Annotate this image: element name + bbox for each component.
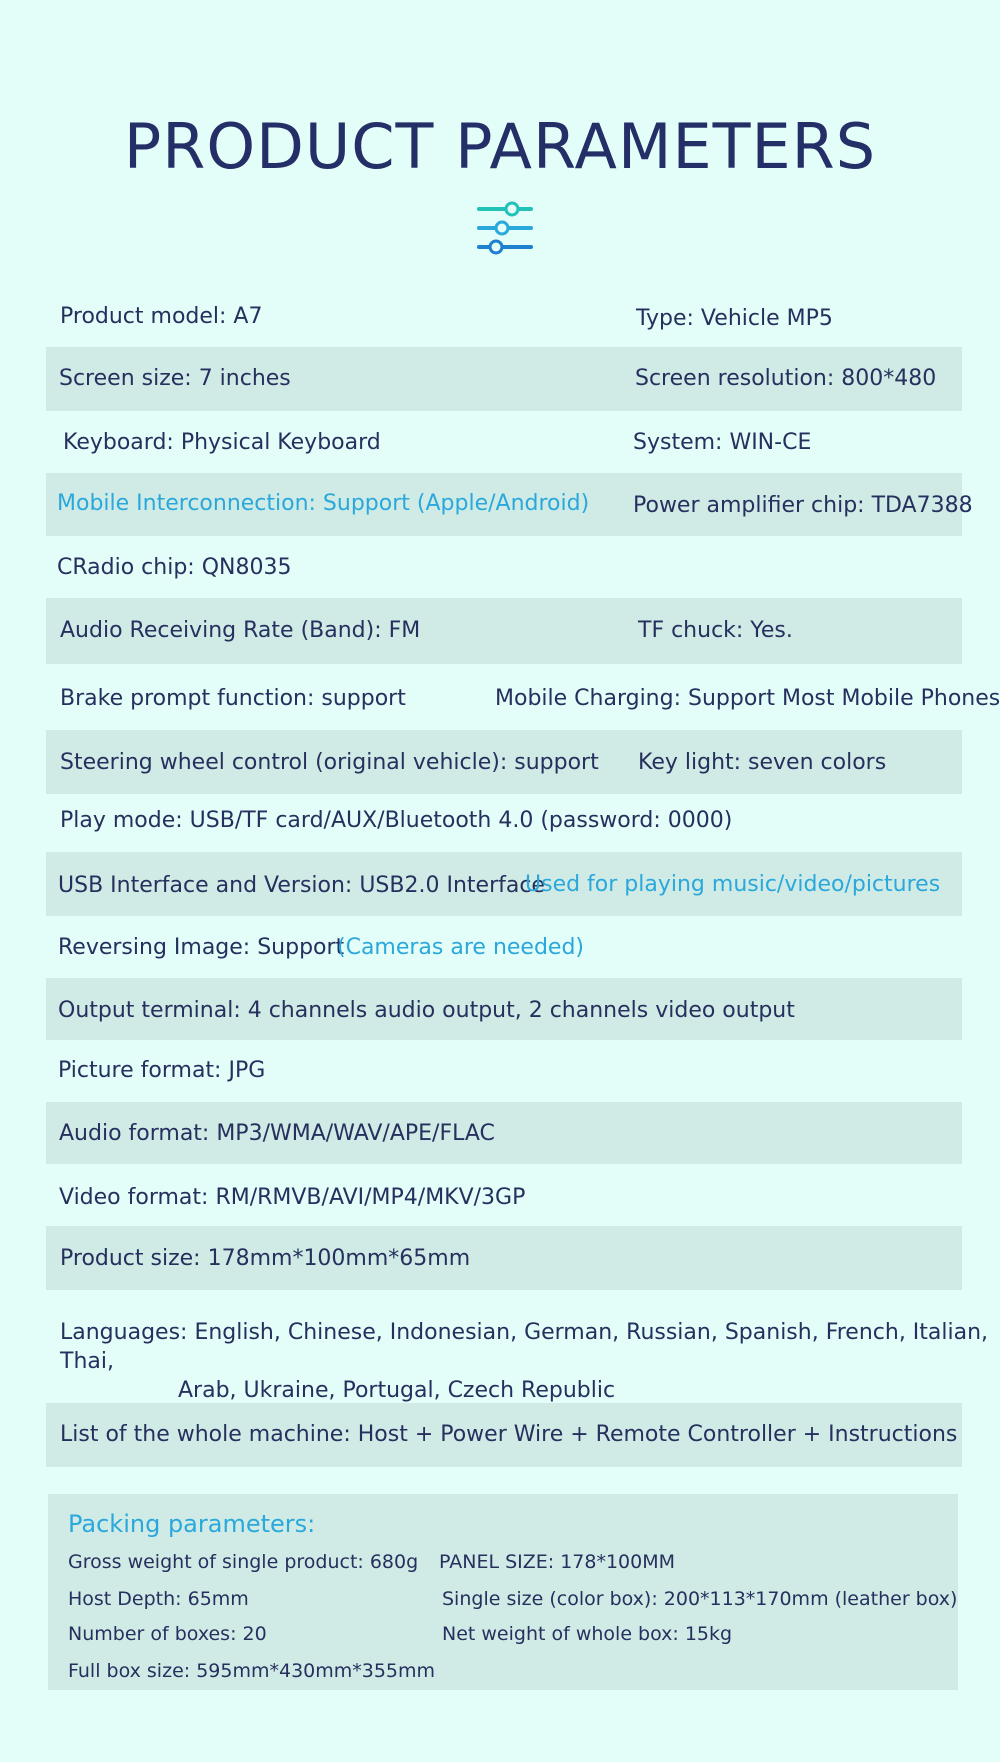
radio-chip: CRadio chip: QN8035: [57, 555, 292, 580]
host-depth: Host Depth: 65mm: [68, 1588, 249, 1610]
product-size: Product size: 178mm*100mm*65mm: [60, 1246, 471, 1271]
screen-size: Screen size: 7 inches: [59, 366, 291, 391]
single-size: Single size (color box): 200*113*170mm (leather box): [442, 1588, 958, 1610]
play-mode: Play mode: USB/TF card/AUX/Bluetooth 4.0 (password: 0000): [60, 808, 733, 833]
spec-row: [46, 916, 962, 978]
spec-row: [46, 411, 962, 473]
spec-row: [46, 664, 1000, 730]
reversing-image: Reversing Image: Support: [58, 935, 345, 960]
languages-line-2: Arab, Ukraine, Portugal, Czech Republic: [178, 1378, 616, 1403]
audio-format: Audio format: MP3/WMA/WAV/APE/FLAC: [59, 1121, 495, 1146]
spec-row: [46, 598, 962, 664]
page-title: PRODUCT PARAMETERS: [123, 110, 877, 183]
brake-prompt: Brake prompt function: support: [60, 686, 406, 711]
spec-row: [46, 852, 962, 916]
keyboard: Keyboard: Physical Keyboard: [63, 430, 381, 455]
spec-row: [46, 1403, 962, 1467]
packing-heading: Packing parameters:: [68, 1510, 316, 1538]
product-type: Type: Vehicle MP5: [636, 306, 833, 331]
gross-weight: Gross weight of single product: 680g: [68, 1551, 419, 1573]
spec-row: [46, 1164, 962, 1226]
package-contents: List of the whole machine: Host + Power Wire + Remote Controller + Instructions: [60, 1422, 958, 1447]
system: System: WIN-CE: [633, 430, 812, 455]
full-box-size: Full box size: 595mm*430mm*355mm: [68, 1660, 436, 1682]
power-amplifier-chip: Power amplifier chip: TDA7388: [633, 493, 973, 518]
usb-interface: USB Interface and Version: USB2.0 Interface: [58, 873, 545, 898]
spec-row: [46, 978, 962, 1040]
languages-line-1: Languages: English, Chinese, Indonesian, German, Russian, Spanish, French, Italian, Thai,: [60, 1320, 989, 1374]
tf-chuck: TF chuck: Yes.: [638, 618, 793, 643]
usb-usage-note: Used for playing music/video/pictures: [525, 872, 941, 897]
spec-row: [46, 730, 962, 794]
product-model: Product model: A7: [60, 304, 263, 329]
key-light: Key light: seven colors: [638, 750, 887, 775]
languages: [60, 1318, 1000, 1405]
spec-row: [46, 1102, 962, 1164]
mobile-charging: Mobile Charging: Support Most Mobile Phones: [495, 686, 1000, 711]
spec-row: [46, 347, 962, 411]
packing-parameters: [48, 1494, 958, 1690]
net-weight: Net weight of whole box: 15kg: [442, 1623, 733, 1645]
video-format: Video format: RM/RMVB/AVI/MP4/MKV/3GP: [59, 1185, 526, 1210]
spec-row: [46, 1040, 962, 1102]
panel-size: PANEL SIZE: 178*100MM: [439, 1551, 676, 1573]
number-of-boxes: Number of boxes: 20: [68, 1623, 267, 1645]
spec-row: [46, 473, 973, 536]
audio-receiving-rate: Audio Receiving Rate (Band): FM: [60, 618, 421, 643]
sliders-icon: [475, 196, 537, 256]
spec-row: [46, 1226, 962, 1290]
spec-row: [46, 536, 962, 598]
picture-format: Picture format: JPG: [58, 1058, 266, 1083]
screen-resolution: Screen resolution: 800*480: [635, 366, 937, 391]
output-terminal: Output terminal: 4 channels audio output, 2 channels video output: [58, 998, 795, 1023]
steering-wheel-control: Steering wheel control (original vehicle): support: [60, 750, 599, 775]
mobile-interconnection: Mobile Interconnection: Support (Apple/Android): [57, 491, 590, 516]
spec-row: [46, 794, 962, 852]
camera-note: (Cameras are needed): [337, 935, 585, 960]
